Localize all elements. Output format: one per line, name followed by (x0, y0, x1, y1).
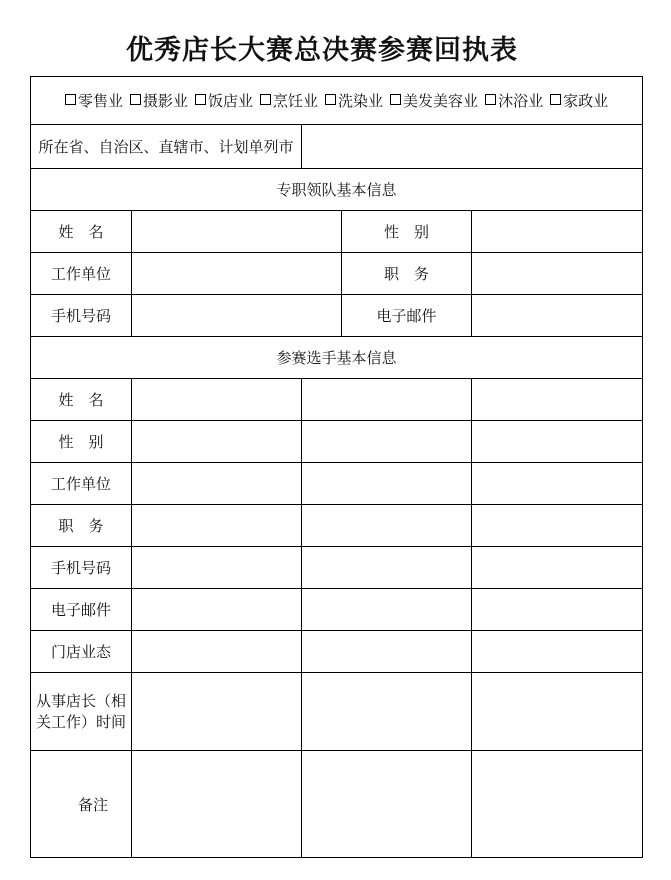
player-row-label: 职 务 (31, 505, 132, 547)
tenure-label: 从事店长（相关工作）时间 (35, 691, 126, 731)
player-field[interactable] (132, 673, 302, 751)
leader-mobile-field[interactable] (132, 295, 342, 337)
player-row-label: 备注 (31, 751, 132, 858)
player-field[interactable] (472, 463, 643, 505)
player-field[interactable] (132, 547, 302, 589)
player-field[interactable] (472, 751, 643, 858)
player-row-label (31, 673, 132, 751)
player-field[interactable] (472, 379, 643, 421)
checkbox-icon[interactable] (390, 94, 401, 105)
player-field[interactable] (302, 751, 472, 858)
player-field[interactable] (302, 463, 472, 505)
player-row-label: 电子邮件 (31, 589, 132, 631)
player-field[interactable] (302, 589, 472, 631)
player-field[interactable] (302, 631, 472, 673)
checkbox-icon[interactable] (65, 94, 76, 105)
checkbox-icon[interactable] (195, 94, 206, 105)
industry-option[interactable]: 烹饪业 (260, 90, 318, 111)
player-field[interactable] (302, 673, 472, 751)
leader-position-label: 职 务 (342, 253, 472, 295)
checkbox-icon[interactable] (485, 94, 496, 105)
leader-name-label: 姓 名 (31, 211, 132, 253)
player-field[interactable] (132, 505, 302, 547)
leader-email-field[interactable] (472, 295, 643, 337)
industry-option[interactable]: 洗染业 (325, 90, 383, 111)
player-field[interactable] (132, 379, 302, 421)
industry-option[interactable]: 家政业 (550, 90, 608, 111)
leader-section-header: 专职领队基本信息 (31, 169, 643, 211)
player-field[interactable] (132, 421, 302, 463)
leader-work-unit-label: 工作单位 (31, 253, 132, 295)
checkbox-icon[interactable] (550, 94, 561, 105)
player-field[interactable] (472, 589, 643, 631)
player-row-label: 工作单位 (31, 463, 132, 505)
player-row-label: 手机号码 (31, 547, 132, 589)
leader-gender-label: 性 别 (342, 211, 472, 253)
player-field[interactable] (472, 631, 643, 673)
player-field[interactable] (472, 547, 643, 589)
industry-option[interactable]: 沐浴业 (485, 90, 543, 111)
player-field[interactable] (302, 547, 472, 589)
player-field[interactable] (472, 421, 643, 463)
player-row-label: 门店业态 (31, 631, 132, 673)
checkbox-icon[interactable] (325, 94, 336, 105)
checkbox-icon[interactable] (130, 94, 141, 105)
form-title: 优秀店长大赛总决赛参赛回执表 (126, 35, 518, 66)
location-field[interactable] (302, 125, 643, 169)
player-field[interactable] (132, 589, 302, 631)
leader-position-field[interactable] (472, 253, 643, 295)
leader-mobile-label: 手机号码 (31, 295, 132, 337)
player-field[interactable] (132, 751, 302, 858)
industry-option[interactable]: 美发美容业 (390, 90, 478, 111)
player-section-header: 参赛选手基本信息 (31, 337, 643, 379)
player-field[interactable] (302, 379, 472, 421)
leader-name-field[interactable] (132, 211, 342, 253)
player-field[interactable] (302, 505, 472, 547)
player-row-label: 姓 名 (31, 379, 132, 421)
industry-options-row (31, 77, 643, 125)
registration-form-table (30, 76, 643, 858)
industry-option[interactable]: 摄影业 (130, 90, 188, 111)
player-field[interactable] (472, 505, 643, 547)
player-field[interactable] (302, 421, 472, 463)
leader-gender-field[interactable] (472, 211, 643, 253)
location-label: 所在省、自治区、直辖市、计划单列市 (31, 125, 302, 169)
player-row-label: 性 别 (31, 421, 132, 463)
player-field[interactable] (472, 673, 643, 751)
player-field[interactable] (132, 631, 302, 673)
industry-option[interactable]: 饭店业 (195, 90, 253, 111)
checkbox-icon[interactable] (260, 94, 271, 105)
leader-email-label: 电子邮件 (342, 295, 472, 337)
leader-work-unit-field[interactable] (132, 253, 342, 295)
player-field[interactable] (132, 463, 302, 505)
industry-option[interactable]: 零售业 (65, 90, 123, 111)
